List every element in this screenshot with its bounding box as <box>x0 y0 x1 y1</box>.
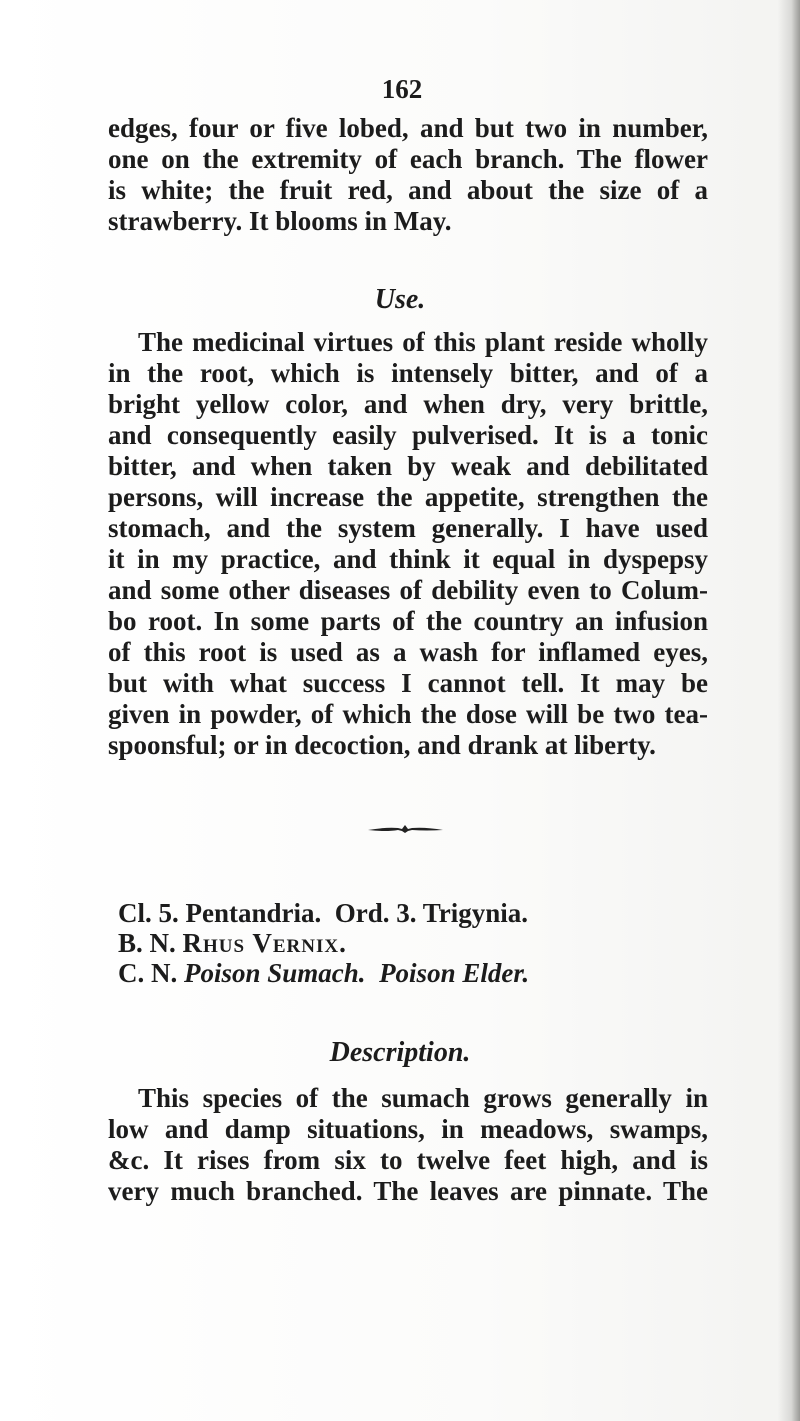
common-name-2: Poison Elder. <box>379 958 530 988</box>
text-line: very much branched. The leaves are pinnate. The <box>108 1176 708 1206</box>
ornament-divider <box>368 824 443 834</box>
text-line: persons, will increase the appetite, strengthen the <box>108 482 708 512</box>
common-name-1: Poison Sumach. <box>184 958 366 988</box>
classification-line <box>118 898 718 928</box>
text-line: is white; the fruit red, and about the size of a <box>108 175 708 205</box>
text-line: edges, four or five lobed, and but two in number, <box>108 113 708 143</box>
page-number: 162 <box>381 74 423 104</box>
text-line: This species of the sumach grows generally in <box>138 1083 708 1113</box>
text-line: but with what success I cannot tell. It may be <box>108 668 708 698</box>
order-label: Ord. 3. Trigynia. <box>334 898 529 928</box>
text-line: strawberry. It blooms in May. <box>108 206 452 236</box>
use-heading: Use. <box>374 284 426 315</box>
top-paragraph <box>108 113 708 237</box>
text-line: and some other diseases of debility even to Colum- <box>108 575 708 605</box>
botanical-prefix: B. N. <box>118 928 176 958</box>
text-line: of this root is used as a wash for inflamed eyes, <box>108 637 708 667</box>
text-line: low and damp situations, in meadows, swamps, <box>108 1114 708 1144</box>
common-prefix: C. N. <box>118 958 178 988</box>
botanical-name-line <box>118 928 718 958</box>
classification-block <box>118 898 718 988</box>
text-line: stomach, and the system generally. I have used <box>108 513 708 543</box>
text-line: bitter, and when taken by weak and debilitated <box>108 451 708 481</box>
text-line: it in my practice, and think it equal in dyspepsy <box>108 544 708 574</box>
botanical-name: Rhus Vernix. <box>182 928 347 958</box>
common-name-line <box>118 958 718 988</box>
text-line: bright yellow color, and when dry, very brittle, <box>108 389 708 419</box>
text-line: given in powder, of which the dose will be two tea- <box>108 699 708 729</box>
page-edge-shadow <box>778 0 800 1421</box>
class-label: Cl. 5. Pentandria. <box>118 898 322 928</box>
text-line: spoonsful; or in decoction, and drank at liberty. <box>108 730 656 760</box>
description-paragraph <box>108 1083 708 1207</box>
use-paragraph <box>108 327 708 761</box>
text-line: The medicinal virtues of this plant reside wholly <box>138 327 708 357</box>
text-line: in the root, which is intensely bitter, and of a <box>108 358 708 388</box>
text-line: and consequently easily pulverised. It is a tonic <box>108 420 708 450</box>
text-line: &c. It rises from six to twelve feet high, and is <box>108 1145 708 1175</box>
text-line: one on the extremity of each branch. The flower <box>108 144 708 174</box>
description-heading: Description. <box>329 1037 471 1068</box>
text-line: bo root. In some parts of the country an infusion <box>108 606 708 636</box>
